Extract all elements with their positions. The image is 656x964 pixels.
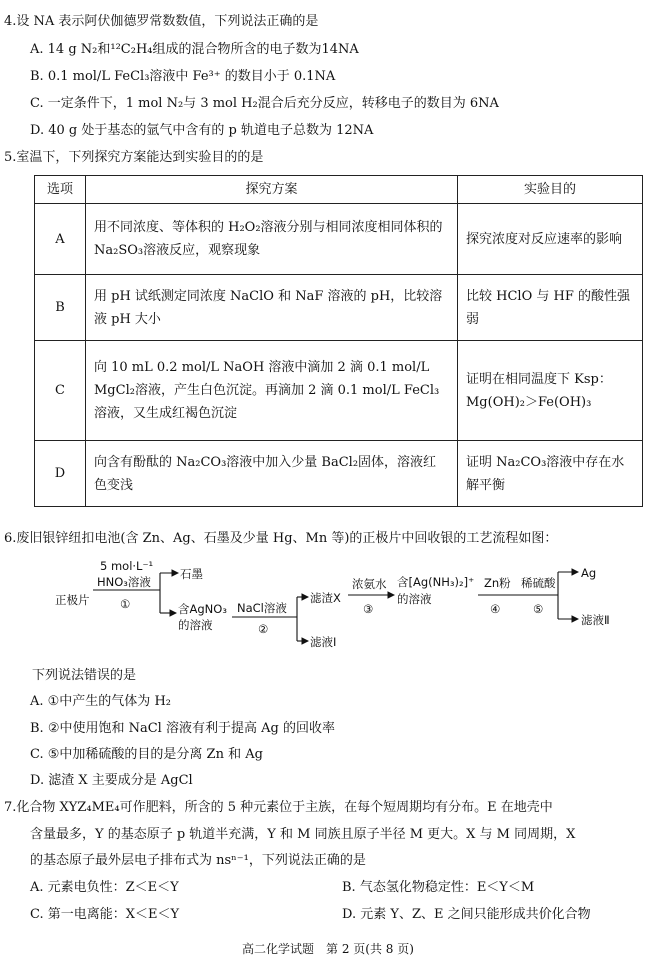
q6-option-d: D. 滤渣 X 主要成分是 AgCl — [30, 773, 193, 788]
q7-stem-line1: 7.化合物 XYZ₄ME₄可作肥料，所含的 5 种元素位于主族，在每个短周期均有分布。E 在地壳中 — [4, 800, 553, 815]
flow-step2: ② — [258, 622, 269, 636]
flow-graphite: 石墨 — [180, 567, 203, 581]
flow-reagent5: 稀硫酸 — [521, 576, 556, 590]
row-plan: 用 pH 试纸测定同浓度 NaClO 和 NaF 溶液的 pH，比较溶液 pH 大小 — [86, 275, 458, 341]
flow-complex: 含[Ag(NH₃)₂]⁺ — [397, 575, 475, 589]
flow-reagent1-conc: 5 mol·L⁻¹ — [100, 559, 154, 573]
q7-option-d: D. 元素 Y、Z、E 之间只能形成共价化合物 — [342, 907, 591, 922]
header-goal: 实验目的 — [458, 176, 643, 204]
table-row — [35, 341, 643, 441]
q6-option-c: C. ⑤中加稀硫酸的目的是分离 Zn 和 Ag — [30, 747, 263, 762]
q6-question: 下列说法错误的是 — [32, 668, 137, 683]
q6-option-a: A. ①中产生的气体为 H₂ — [30, 694, 171, 709]
process-flow-diagram — [0, 555, 656, 660]
flow-start: 正极片 — [55, 593, 90, 607]
header-option: 选项 — [35, 176, 86, 204]
row-option: A — [35, 204, 86, 275]
flow-filtrate-1: 滤液Ⅰ — [310, 635, 337, 649]
experiment-table — [34, 175, 643, 507]
q7-stem-line3: 的基态原子最外层电子排布式为 nsⁿ⁻¹，下列说法正确的是 — [30, 853, 366, 868]
q4-option-d: D. 40 g 处于基态的氩气中含有的 p 轨道电子总数为 12NA — [30, 123, 374, 138]
q6-option-b: B. ②中使用饱和 NaCl 溶液有利于提高 Ag 的回收率 — [30, 721, 335, 736]
q6-stem: 6.废旧银锌纽扣电池(含 Zn、Ag、石墨及少量 Hg、Mn 等)的正极片中回收银的工艺流程如图： — [4, 531, 558, 546]
row-plan: 用不同浓度、等体积的 H₂O₂溶液分别与相同浓度相同体积的 Na₂SO₃溶液反应，观察现象 — [86, 204, 458, 275]
q4-option-a: A. 14 g N₂和¹²C₂H₄组成的混合物所含的电子数为14NA — [30, 42, 359, 57]
table-row — [35, 275, 643, 341]
flow-reagent1-name: HNO₃溶液 — [97, 575, 151, 589]
table-row — [35, 441, 643, 507]
table-header-row — [35, 176, 643, 204]
page-footer: 高二化学试题 第 2 页(共 8 页) — [242, 942, 414, 956]
row-goal: 比较 HClO 与 HF 的酸性强弱 — [458, 275, 643, 341]
flow-complex-solution: 的溶液 — [397, 592, 432, 606]
header-plan: 探究方案 — [86, 176, 458, 204]
q4-stem: 4.设 NA 表示阿伏伽德罗常数数值，下列说法正确的是 — [4, 14, 319, 29]
flow-reagent3: 浓氨水 — [352, 577, 387, 591]
q4-option-c: C. 一定条件下，1 mol N₂与 3 mol H₂混合后充分反应，转移电子的数目为 6NA — [30, 96, 499, 111]
q7-option-c: C. 第一电离能：X＜E＜Y — [30, 907, 180, 922]
flow-residue-x: 滤渣X — [310, 591, 341, 605]
table-row — [35, 204, 643, 275]
flow-filtrate-2: 滤液Ⅱ — [581, 613, 610, 627]
flow-step3: ③ — [363, 602, 374, 616]
row-option: B — [35, 275, 86, 341]
flow-agno3-solution: 的溶液 — [178, 618, 213, 632]
row-option: C — [35, 341, 86, 441]
flow-reagent2: NaCl溶液 — [237, 601, 287, 615]
row-plan: 向含有酚酞的 Na₂CO₃溶液中加入少量 BaCl₂固体，溶液红色变浅 — [86, 441, 458, 507]
q7-option-a: A. 元素电负性：Z＜E＜Y — [30, 880, 179, 895]
flow-step5: ⑤ — [533, 602, 544, 616]
q4-option-b: B. 0.1 mol/L FeCl₃溶液中 Fe³⁺ 的数目小于 0.1NA — [30, 69, 336, 84]
q7-stem-line2: 含量最多，Y 的基态原子 p 轨道半充满，Y 和 M 同族且原子半径 M 更大。X 与 M 同周期，X — [30, 827, 576, 842]
row-plan: 向 10 mL 0.2 mol/L NaOH 溶液中滴加 2 滴 0.1 mol/L MgCl₂溶液，产生白色沉淀。再滴加 2 滴 0.1 mol/L FeCl₃溶液，又生成红褐色沉淀 — [86, 341, 458, 441]
row-goal: 证明 Na₂CO₃溶液中存在水解平衡 — [458, 441, 643, 507]
flow-reagent4: Zn粉 — [484, 576, 511, 590]
row-option: D — [35, 441, 86, 507]
flow-silver: Ag — [581, 566, 597, 580]
q5-stem: 5.室温下，下列探究方案能达到实验目的的是 — [4, 150, 264, 165]
q7-option-b: B. 气态氢化物稳定性：E＜Y＜M — [342, 880, 535, 895]
flow-step1: ① — [120, 597, 131, 611]
row-goal: 证明在相同温度下 Ksp：Mg(OH)₂＞Fe(OH)₃ — [458, 341, 643, 441]
row-goal: 探究浓度对反应速率的影响 — [458, 204, 643, 275]
flow-step4: ④ — [490, 602, 501, 616]
flow-agno3: 含AgNO₃ — [178, 602, 227, 616]
